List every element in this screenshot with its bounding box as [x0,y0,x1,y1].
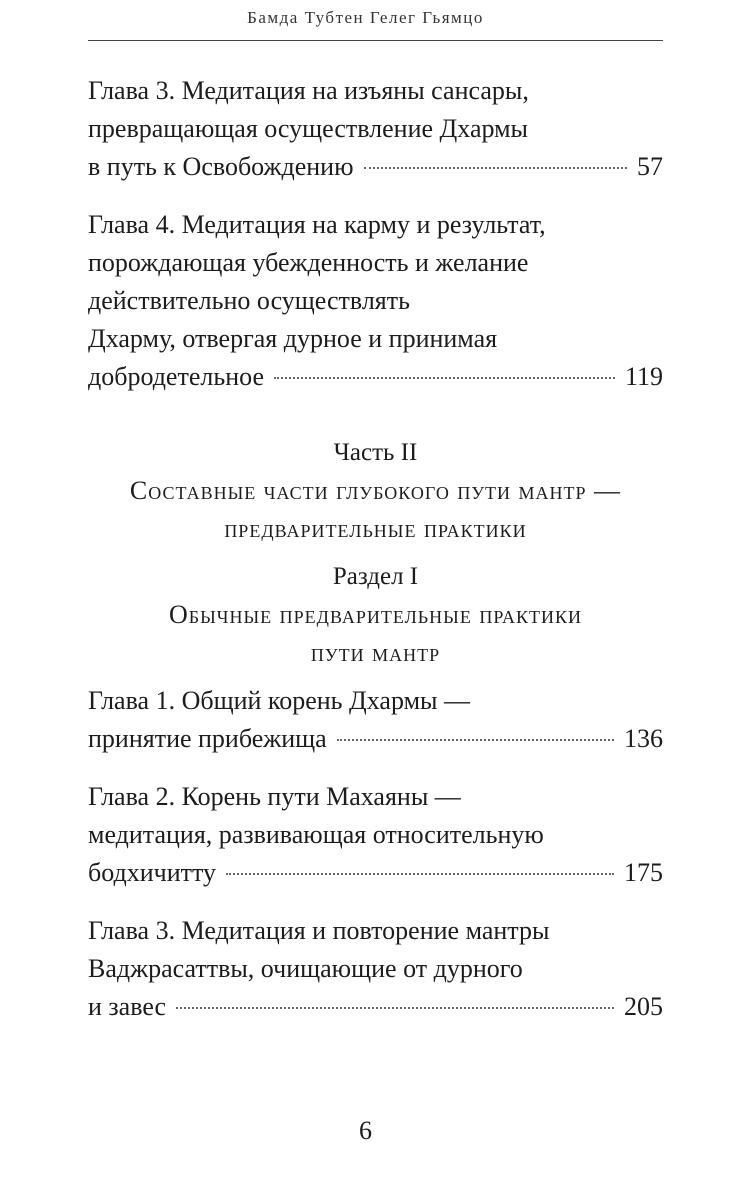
toc-entry-leader-line [88,358,663,396]
spacer [88,672,663,682]
header-rule [88,40,663,41]
toc-entry-line: превращающая осуществление Дхармы [88,114,529,143]
spacer [88,416,663,434]
toc-entry-line: Дхарму, отвергая дурное и принимая [88,324,498,353]
page-number: 205 [624,992,663,1021]
page-number: 175 [624,858,663,887]
toc-entry [88,72,663,186]
folio-page-number: 6 [359,1116,372,1145]
toc-entry-line: действительно осуществлять [88,286,410,315]
spacer [88,548,663,558]
toc-entry-line: Глава 2. Корень пути Махаяны — [88,782,461,811]
part-title-line: Составные части глубокого пути мантр — [129,476,622,505]
part-title-line: предварительные практики [224,514,527,543]
dot-leader [274,377,615,379]
toc-entry-leader-line [88,720,663,758]
dot-leader [364,167,627,169]
toc-entry-line: порождающая убежденность и желание [88,248,529,277]
dot-leader [176,1007,614,1009]
toc-entry-leader-line [88,854,663,892]
section-label: Раздел I [332,563,419,590]
toc-entry-line: в путь к Освобождению [88,152,354,181]
running-head: Бамда Тубтен Гелег Гьямцо [247,8,484,27]
toc-entry-leader-line [88,148,663,186]
toc-entry-line: добродетельное [88,362,264,391]
toc-entry [88,682,663,758]
section-title-line: пути мантр [310,638,441,667]
dot-leader [226,873,614,875]
dot-leader [337,739,614,741]
page-number: 57 [637,152,663,181]
toc-entry [88,206,663,396]
toc-entry-leader-line [88,988,663,1026]
toc-entry-line: принятие прибежища [88,724,327,753]
toc-entry-line: бодхичитту [88,858,216,887]
toc-entry-line: и завес [88,992,167,1021]
toc-entry [88,912,663,1026]
toc-entry-line: Глава 4. Медитация на карму и результат, [88,210,546,239]
page-number: 136 [624,724,663,753]
toc-entry-line: Глава 3. Медитация на изъяны сансары, [88,76,529,105]
table-of-contents [88,72,663,1046]
toc-entry-line: Глава 1. Общий корень Дхармы — [88,686,471,715]
toc-entry-line: Глава 3. Медитация и повторение мантры [88,916,550,945]
page-number: 119 [624,362,663,391]
toc-entry-line: Ваджрасаттвы, очищающие от дурного [88,954,523,983]
toc-entry-line: медитация, развивающая относительную [88,820,544,849]
part-label: Часть II [333,439,418,466]
toc-entry [88,778,663,892]
section-title-line: Обычные предварительные практики [168,600,583,629]
